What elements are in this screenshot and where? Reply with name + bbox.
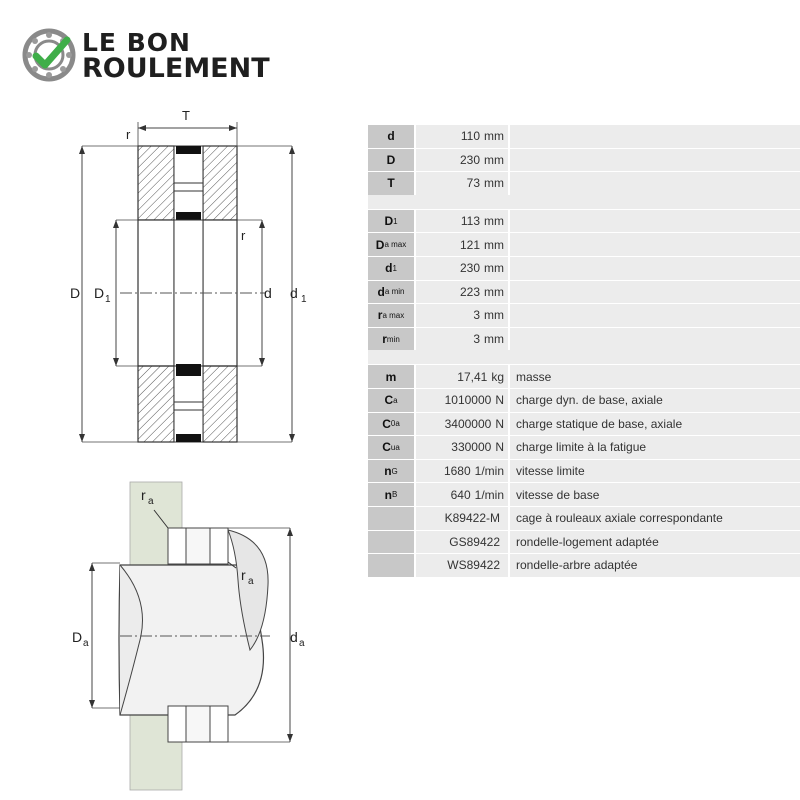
spec-value (416, 210, 508, 233)
spec-key-subscript: a max (382, 310, 405, 320)
label-ra-top-sub: a (148, 496, 154, 507)
spec-value-number: 230 (459, 152, 480, 167)
spec-value-number: 3400000 (444, 416, 492, 431)
spec-row (368, 553, 800, 577)
spec-key-symbol: C (384, 393, 394, 408)
spec-row (368, 459, 800, 483)
spec-description (510, 149, 800, 172)
spec-key (368, 365, 414, 388)
spec-value (416, 460, 508, 483)
spec-value (416, 413, 508, 436)
spec-value (416, 304, 508, 327)
spec-key-symbol: r (382, 332, 387, 347)
spec-value-unit: N (495, 440, 504, 455)
spec-key (368, 460, 414, 483)
spec-row (368, 303, 800, 327)
spec-key-subscript: 1 (392, 263, 397, 273)
spec-description: charge statique de base, axiale (510, 413, 800, 436)
spec-description: rondelle-logement adaptée (510, 531, 800, 554)
spec-key (368, 389, 414, 412)
spec-key (368, 413, 414, 436)
label-d: d (264, 285, 272, 301)
spec-value-number: 1680 (443, 464, 471, 479)
label-r-inner: r (241, 228, 246, 243)
spec-value (416, 281, 508, 304)
section-view (79, 122, 295, 442)
spec-key-subscript: ua (390, 442, 400, 452)
spec-value-unit: N (495, 416, 504, 431)
spec-description (510, 328, 800, 351)
spec-value-unit: 1/min (474, 464, 504, 479)
spec-description: vitesse de base (510, 483, 800, 506)
spec-row (368, 482, 800, 506)
spec-key-subscript: a min (384, 287, 405, 297)
spec-value-number: GS89422 (449, 534, 500, 549)
spec-description (510, 172, 800, 195)
spec-value (416, 507, 508, 530)
spec-value-number: 110 (460, 129, 480, 144)
spec-row (368, 435, 800, 459)
spec-value (416, 531, 508, 554)
spec-key-symbol: m (385, 369, 397, 384)
label-T: T (182, 108, 190, 123)
spec-value-unit: mm (484, 214, 504, 229)
spec-key (368, 172, 414, 195)
spec-key-symbol: n (384, 464, 392, 479)
spec-value-unit: 1/min (474, 487, 504, 502)
spec-description: charge dyn. de base, axiale (510, 389, 800, 412)
spec-description (510, 125, 800, 148)
label-D1: D (94, 285, 105, 301)
spec-value (416, 149, 508, 172)
spec-value (416, 365, 508, 388)
label-d1-sub: 1 (301, 294, 307, 305)
label-r-top: r (126, 127, 131, 142)
spec-spacer (368, 195, 800, 209)
spec-value (416, 483, 508, 506)
spec-key-subscript: a (393, 395, 398, 405)
spec-value-number: 1010000 (444, 393, 492, 408)
spec-value (416, 554, 508, 577)
label-d1: d (290, 285, 298, 301)
spec-value-unit: mm (484, 261, 504, 276)
spec-value (416, 389, 508, 412)
spec-key (368, 233, 414, 256)
spec-key-subscript: B (392, 490, 398, 500)
spec-value (416, 125, 508, 148)
spec-value (416, 436, 508, 459)
spec-key-subscript: min (386, 334, 400, 344)
label-D1-sub: 1 (105, 294, 111, 305)
spec-key (368, 281, 414, 304)
spec-row (368, 232, 800, 256)
spec-description (510, 210, 800, 233)
spec-value-number: 73 (466, 176, 480, 191)
spec-row (368, 327, 800, 351)
spec-row (368, 412, 800, 436)
spec-key-symbol: d (387, 129, 395, 144)
spec-value-number: 223 (459, 284, 480, 299)
spec-key (368, 149, 414, 172)
spec-key-symbol: d (385, 261, 393, 276)
spec-key (368, 507, 414, 530)
brand-line-2: ROULEMENT (82, 53, 270, 84)
spec-description (510, 304, 800, 327)
spec-value-number: 17,41 (457, 369, 488, 384)
label-ra-right: r (241, 567, 246, 583)
spec-key-symbol: D (386, 152, 396, 167)
spec-value (416, 257, 508, 280)
spec-key-symbol: n (384, 487, 392, 502)
spec-value (416, 328, 508, 351)
spec-description: rondelle-arbre adaptée (510, 554, 800, 577)
label-ra-top: r (141, 487, 146, 503)
spec-row (368, 506, 800, 530)
spec-description (510, 257, 800, 280)
spec-key-subscript: G (391, 466, 398, 476)
spec-row (368, 148, 800, 172)
spec-value-unit: mm (484, 129, 504, 144)
spec-value-unit: mm (484, 176, 504, 191)
label-Da: D (72, 629, 83, 645)
bearing-technical-drawing (0, 0, 360, 800)
spec-value-number: 640 (450, 487, 471, 502)
spec-key-symbol: r (377, 308, 383, 323)
spec-key-symbol: d (377, 284, 385, 299)
spec-key-subscript: a max (384, 240, 407, 250)
spec-key (368, 210, 414, 233)
spec-key-symbol: C (382, 416, 391, 431)
label-D: D (70, 285, 81, 301)
spec-key-symbol: T (387, 176, 395, 191)
spec-row (368, 125, 800, 148)
spec-description: cage à rouleaux axiale correspondante (510, 507, 800, 530)
spec-key-subscript: 1 (393, 216, 398, 226)
spec-value-number: 3 (473, 308, 480, 323)
spec-key (368, 304, 414, 327)
spec-description (510, 281, 800, 304)
spec-value-number: WS89422 (447, 558, 500, 573)
label-Da-sub: a (83, 638, 89, 649)
label-da-sub: a (299, 638, 305, 649)
spec-description (510, 233, 800, 256)
spec-key (368, 328, 414, 351)
label-da: d (290, 629, 298, 645)
spec-key-symbol: D (375, 237, 385, 252)
spec-value-number: 3 (473, 332, 480, 347)
spec-row (368, 171, 800, 195)
spec-row (368, 256, 800, 280)
spec-value-unit: mm (484, 308, 504, 323)
spec-value (416, 233, 508, 256)
spec-value-number: K89422-M (444, 511, 500, 526)
spec-value-number: 113 (460, 214, 480, 229)
spec-value-number: 330000 (451, 440, 492, 455)
spec-key (368, 125, 414, 148)
spec-row (368, 364, 800, 388)
spec-value-unit: mm (484, 237, 504, 252)
spec-value-unit: kg (491, 369, 504, 384)
spec-value (416, 172, 508, 195)
spec-value-unit: N (495, 393, 504, 408)
spec-key (368, 483, 414, 506)
spec-table (368, 125, 800, 577)
spec-key-subscript: 0a (390, 419, 400, 429)
label-ra-right-sub: a (248, 576, 254, 587)
spec-row (368, 388, 800, 412)
spec-row (368, 280, 800, 304)
spec-value-number: 121 (459, 237, 480, 252)
spec-value-unit: mm (484, 152, 504, 167)
spec-spacer (368, 350, 800, 364)
spec-value-number: 230 (459, 261, 480, 276)
spec-value-unit: mm (484, 332, 504, 347)
spec-value-unit: mm (484, 284, 504, 299)
spec-description: charge limite à la fatigue (510, 436, 800, 459)
spec-key (368, 257, 414, 280)
mounting-view (89, 482, 293, 790)
spec-row (368, 209, 800, 233)
spec-key (368, 531, 414, 554)
spec-description: vitesse limite (510, 460, 800, 483)
spec-key-symbol: D (384, 214, 394, 229)
spec-key (368, 554, 414, 577)
spec-key (368, 436, 414, 459)
spec-description: masse (510, 365, 800, 388)
spec-key-symbol: C (382, 440, 391, 455)
brand-line-1: LE BON (82, 28, 191, 57)
spec-row (368, 530, 800, 554)
